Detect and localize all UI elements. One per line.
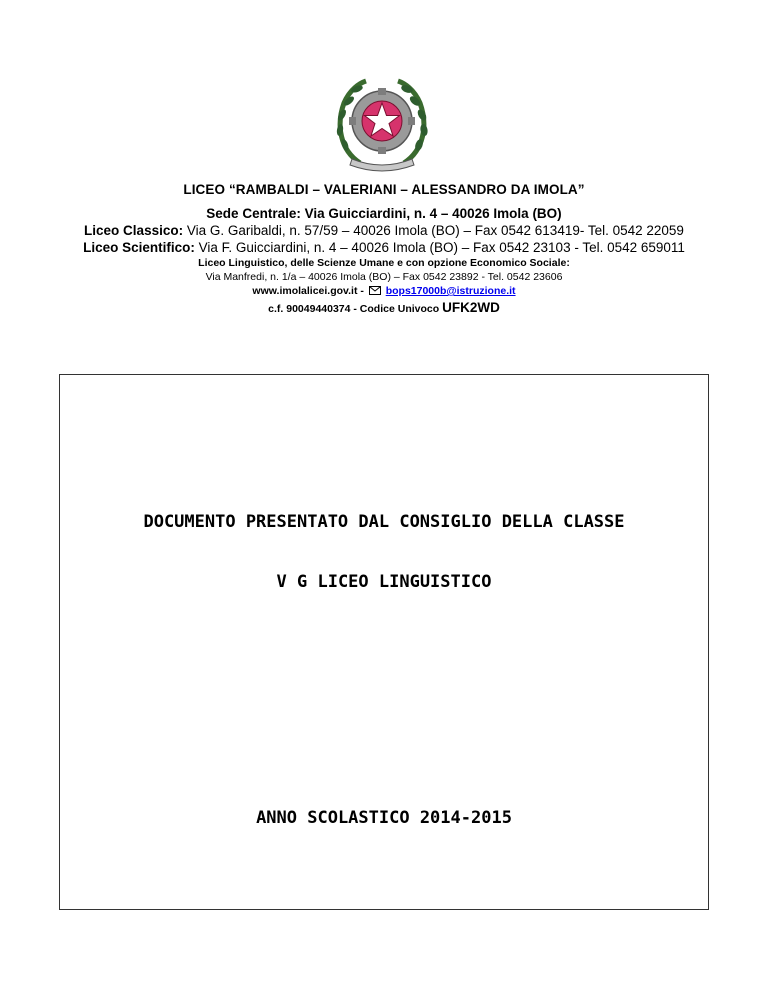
italian-republic-emblem-icon — [330, 75, 434, 175]
fiscal-code-line — [0, 300, 768, 315]
cover-frame — [59, 374, 709, 910]
liceo-linguistico-address: Via Manfredi, n. 1/a – 40026 Imola (BO) – Fax 0542 23892 - Tel. 0542 23606 — [205, 271, 563, 283]
fiscal-code: c.f. 90049440374 - Codice Univoco — [268, 303, 443, 315]
liceo-scientifico-address: Via F. Guicciardini, n. 4 – 40026 Imola (BO) – Fax 0542 23103 - Tel. 0542 659011 — [194, 240, 685, 255]
document-title: DOCUMENTO PRESENTATO DAL CONSIGLIO DELLA CLASSE — [143, 512, 625, 532]
email-link[interactable]: bops17000b@istruzione.it — [385, 285, 516, 297]
liceo-scientifico-line — [0, 240, 768, 255]
school-name: LICEO “RAMBALDI – VALERIANI – ALESSANDRO DA IMOLA” — [183, 182, 585, 197]
website-link[interactable]: www.imolalicei.gov.it - — [252, 285, 364, 297]
envelope-icon — [369, 286, 381, 295]
liceo-classico-line — [0, 223, 768, 238]
liceo-scientifico-label: Liceo Scientifico: — [83, 240, 195, 255]
liceo-classico-label: Liceo Classico: — [84, 223, 184, 238]
contact-line — [0, 285, 768, 297]
codice-univoco: UFK2WD — [442, 300, 500, 315]
school-year: ANNO SCOLASTICO 2014-2015 — [256, 808, 512, 828]
sede-centrale: Sede Centrale: Via Guicciardini, n. 4 – 40026 Imola (BO) — [206, 206, 562, 221]
liceo-classico-address: Via G. Garibaldi, n. 57/59 – 40026 Imola (BO) – Fax 0542 613419- Tel. 0542 22059 — [183, 223, 684, 238]
class-name: V G LICEO LINGUISTICO — [276, 572, 492, 592]
liceo-linguistico-title: Liceo Linguistico, delle Scienze Umane e con opzione Economico Sociale: — [198, 257, 570, 269]
